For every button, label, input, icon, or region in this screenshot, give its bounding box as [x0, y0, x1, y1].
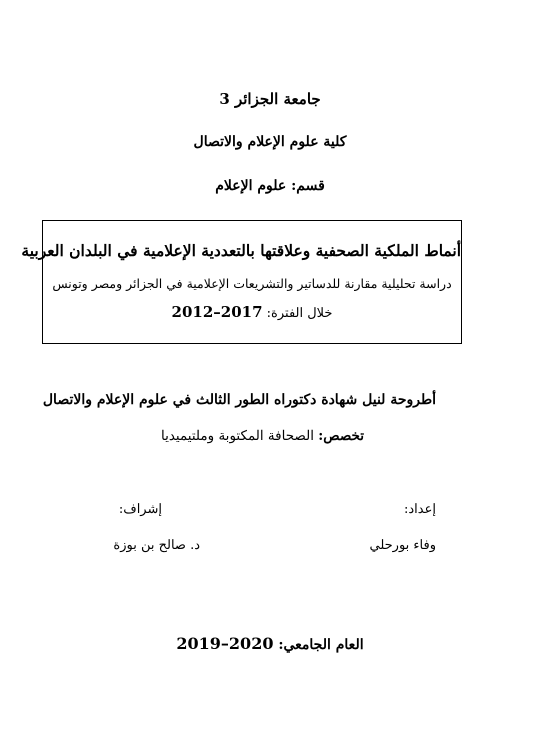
- university-name: جامعة الجزائر 3: [219, 90, 321, 108]
- author-name: وفاء بورحلي: [369, 538, 436, 553]
- specialty: [161, 428, 364, 444]
- prepared-by-label: إعداد:: [404, 502, 436, 517]
- study-period: [43, 303, 461, 321]
- academic-year-value: 2019–2020: [176, 634, 274, 653]
- specialty-value: الصحافة المكتوبة وملتيميديا: [160, 428, 314, 444]
- supervision-label: إشراف:: [118, 502, 162, 517]
- thesis-subtitle: دراسة تحليلية مقارنة للدساتير والتشريعات الإعلامية في الجزائر ومصر وتونس: [52, 276, 452, 291]
- academic-year: [0, 634, 540, 653]
- department-name: قسم: علوم الإعلام: [215, 178, 325, 194]
- academic-year-label: العام الجامعي:: [278, 637, 364, 653]
- title-box: [21, 220, 462, 344]
- supervisor-name: د. صالح بن بوزة: [113, 538, 200, 553]
- period-years: 2012–2017: [171, 303, 263, 321]
- thesis-description: أطروحة لنيل شهادة دكتوراه الطور الثالث في علوم الإعلام والاتصال: [42, 392, 436, 408]
- faculty-name: كلية علوم الإعلام والاتصال: [193, 134, 347, 150]
- specialty-label: تخصص:: [318, 428, 364, 444]
- period-label: خلال الفترة:: [266, 306, 333, 321]
- thesis-title: أنماط الملكية الصحفية وعلاقتها بالتعددية الإعلامية في البلدان العربية: [21, 241, 461, 260]
